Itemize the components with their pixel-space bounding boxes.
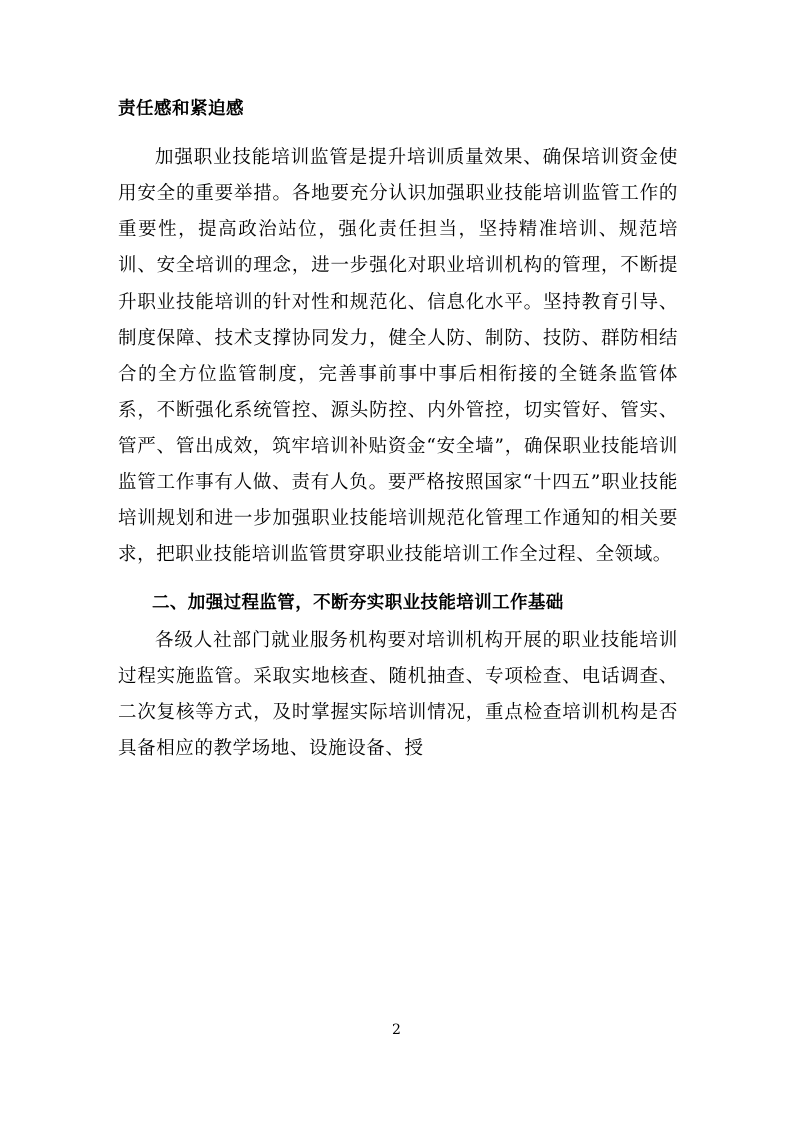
paragraph-2: 各级人社部门就业服务机构要对培训机构开展的职业技能培训过程实施监管。采取实地核查、随机抽查、专项检查、电话调查、二次复核等方式，及时掌握实际培训情况，重点检查培训机构是否具备相应的教学场地、设施设备、授 bbox=[118, 629, 678, 759]
page-content bbox=[118, 96, 678, 767]
section-heading-two: 二、加强过程监管，不断夯实职业技能培训工作基础 bbox=[152, 593, 564, 613]
page-number: 2 bbox=[392, 1022, 401, 1038]
paragraph-1: 加强职业技能培训监管是提升培训质量效果、确保培训资金使用安全的重要举措。各地要充分认识加强职业技能培训监管工作的重要性，提高政治站位，强化责任担当，坚持精准培训、规范培训、安全培训的理念，进一步强化对职业培训机构的管理，不断提升职业技能培训的针对性和规范化、信息化水平。坚持教育引导、制度保障、技术支撑协同发力，健全人防、制防、技防、群防相结合的全方位监管制度，完善事前事中事后相衔接的全链条监管体系，不断强化系统管控、源头防控、内外管控，切实管好、管实、管严、管出成效，筑牢培训补贴资金“安全墙”，确保职业技能培训监管工作事有人做、责有人负。要严格按照国家“十四五”职业技能培训规划和进一步加强职业技能培训规范化管理工作通知的相关要求，把职业技能培训监管贯穿职业技能培训工作全过程、全领域。 bbox=[118, 147, 678, 565]
heading-continued: 责任感和紧迫感 bbox=[118, 99, 244, 119]
